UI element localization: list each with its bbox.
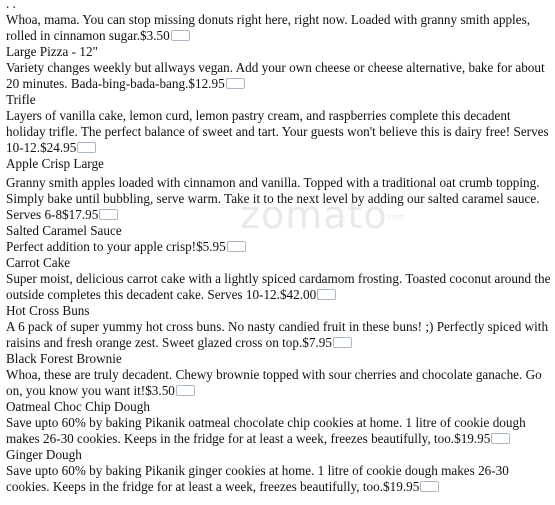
- menu-item: [6, 223, 551, 255]
- watermark-suffix: com: [387, 212, 405, 222]
- item-title: Large Pizza - 12": [6, 44, 98, 59]
- item-description: Layers of vanilla cake, lemon curd, lemon pastry cream, and raspberries complete this decadent holiday trifle. The perfect balance of sweet and tart. Your guests won't believe this is dairy free! Serves 10-12.: [6, 108, 549, 155]
- item-price: $3.50: [145, 383, 175, 398]
- menu-item: [6, 351, 551, 399]
- item-title: Salted Caramel Sauce: [6, 223, 122, 238]
- item-price: $19.95: [454, 431, 491, 446]
- item-price: $7.95: [302, 335, 332, 350]
- item-description: Save upto 60% by baking Pikanik ginger cookies at home. 1 litre of cookie dough makes 26-30 cookies. Keeps in the fridge for at least a week, freezes beautifully, too.: [6, 463, 509, 494]
- item-description: Whoa, mama. You can stop missing donuts right here, right now. Loaded with granny smith apples, rolled in cinnamon sugar.: [6, 12, 531, 43]
- add-to-cart-checkbox[interactable]: [227, 241, 246, 252]
- item-description-line: [6, 319, 551, 351]
- add-to-cart-checkbox[interactable]: [171, 30, 190, 41]
- menu-item: [6, 303, 551, 351]
- item-title: Apple Crisp Large: [6, 156, 104, 171]
- menu-item: [6, 447, 551, 495]
- item-description-line: [6, 175, 551, 223]
- item-title: Hot Cross Buns: [6, 303, 90, 318]
- item-description: A 6 pack of super yummy hot cross buns. No nasty candied fruit in these buns! ;) Perfectly spiced with raisins and fresh orange zest. Sweet glazed cross on top.: [6, 319, 549, 350]
- add-to-cart-checkbox[interactable]: [99, 209, 118, 220]
- add-to-cart-checkbox[interactable]: [491, 433, 510, 444]
- item-description-line: [6, 415, 551, 447]
- item-price: $5.95: [196, 239, 226, 254]
- watermark-text: zomato: [240, 193, 388, 237]
- item-description-line: [6, 108, 551, 156]
- item-description-line: [6, 239, 551, 255]
- item-title: Black Forest Brownie: [6, 351, 122, 366]
- item-description-line: [6, 271, 551, 303]
- add-to-cart-checkbox[interactable]: [77, 142, 96, 153]
- add-to-cart-checkbox[interactable]: [420, 481, 439, 492]
- item-title: Carrot Cake: [6, 255, 71, 270]
- menu-list: [6, 0, 551, 495]
- add-to-cart-checkbox[interactable]: [317, 289, 336, 300]
- menu-item: [6, 0, 551, 44]
- item-description-line: [6, 463, 551, 495]
- item-title: Trifle: [6, 92, 36, 107]
- item-title: Ginger Dough: [6, 447, 82, 462]
- menu-item: [6, 399, 551, 447]
- item-price: $24.95: [40, 140, 77, 155]
- item-description-line: [6, 12, 551, 44]
- item-title: Oatmeal Choc Chip Dough: [6, 399, 150, 414]
- item-price: $42.00: [279, 287, 317, 302]
- item-price: $12.95: [188, 76, 225, 91]
- item-price: $3.50: [140, 28, 170, 43]
- item-description: Whoa, these are truly decadent. Chewy brownie topped with sour cherries and chocolate ganache. Go on, you know you want it!: [6, 367, 542, 398]
- add-to-cart-checkbox[interactable]: [176, 385, 195, 396]
- menu-item: [6, 92, 551, 156]
- item-description: Variety changes weekly but allways vegan. Add your own cheese or cheese alternative, bake for about 20 minutes. Bada-bing-bada-bang.: [6, 60, 545, 91]
- item-price: $17.95: [62, 207, 99, 222]
- item-description-line: [6, 60, 551, 92]
- menu-item: [6, 156, 551, 223]
- item-description: Save upto 60% by baking Pikanik oatmeal chocolate chip cookies at home. 1 litre of cookie dough makes 26-30 cookies. Keeps in the fridge for at least a week, freezes beautifully, too.: [6, 415, 526, 446]
- item-description: Super moist, delicious carrot cake with a lightly spiced cardamom frosting. Toasted coconut around the outside completes this decadent cake. Serves 10-12.: [6, 271, 551, 302]
- item-description: Granny smith apples loaded with cinnamon and vanilla. Topped with a traditional oat crumb topping. Simply bake until bubbling, serve warm. Take it to the next level by adding our salted caramel sauce. Serves 6-8: [6, 175, 540, 222]
- add-to-cart-checkbox[interactable]: [226, 78, 245, 89]
- menu-item: [6, 44, 551, 92]
- item-description: Perfect addition to your apple crisp!: [6, 239, 197, 254]
- menu-item: [6, 255, 551, 303]
- item-description-line: [6, 367, 551, 399]
- item-price: $19.95: [383, 479, 420, 494]
- add-to-cart-checkbox[interactable]: [333, 337, 352, 348]
- item-title: . .: [6, 0, 16, 11]
